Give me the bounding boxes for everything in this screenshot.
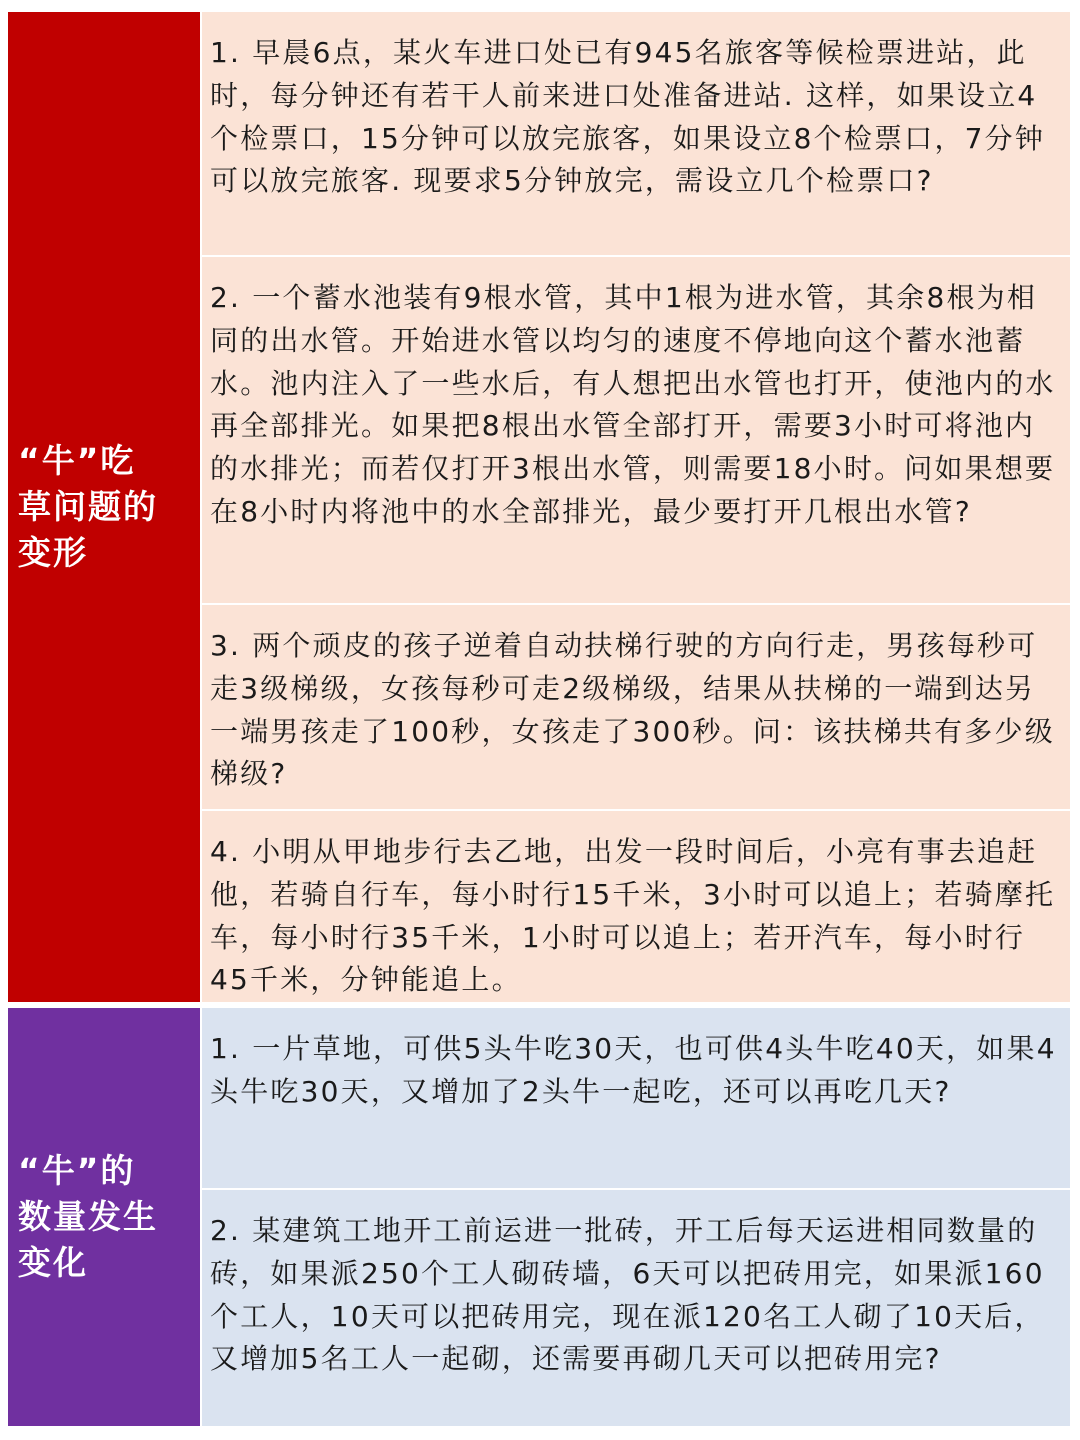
problem-cell: 1. 一片草地，可供5头牛吃30天，也可供4头牛吃40天，如果4头牛吃30天，又增加了2头牛一起吃，还可以再吃几天? <box>202 1008 1070 1188</box>
group-label-text: “牛”吃 草问题的 变形 <box>18 441 158 572</box>
group-cow-grass-variants <box>8 12 1070 1002</box>
problem-cells <box>202 1008 1070 1426</box>
problem-cell: 3. 两个顽皮的孩子逆着自动扶梯行驶的方向行走，男孩每秒可走3级梯级，女孩每秒可走2级梯级，结果从扶梯的一端到达另一端男孩走了100秒，女孩走了300秒。问：该扶梯共有多少级梯级? <box>202 605 1070 809</box>
problem-cell: 1. 早晨6点，某火车进口处已有945名旅客等候检票进站，此时，每分钟还有若干人前来进口处准备进站. 这样，如果设立4个检票口，15分钟可以放完旅客，如果设立8个检票口，7分钟可以放完旅客. 现要求5分钟放完，需设立几个检票口? <box>202 12 1070 255</box>
group-cow-count-change <box>8 1008 1070 1426</box>
group-label <box>8 1008 200 1426</box>
problem-cell: 2. 一个蓄水池装有9根水管，其中1根为进水管，其余8根为相同的出水管。开始进水管以均匀的速度不停地向这个蓄水池蓄水。池内注入了一些水后，有人想把出水管也打开，使池内的水再全部排光。如果把8根出水管全部打开，需要3小时可将池内的水排光；而若仅打开3根出水管，则需要18小时。问如果想要在8小时内将池中的水全部排光，最少要打开几根出水管? <box>202 257 1070 603</box>
problem-table <box>8 12 1070 1426</box>
group-label-text: “牛”的 数量发生 变化 <box>18 1151 158 1282</box>
problem-cell: 2. 某建筑工地开工前运进一批砖，开工后每天运进相同数量的砖，如果派250个工人砌砖墙，6天可以把砖用完，如果派160个工人，10天可以把砖用完，现在派120名工人砌了10天后，又增加5名工人一起砌，还需要再砌几天可以把砖用完? <box>202 1190 1070 1426</box>
problem-cell: 4. 小明从甲地步行去乙地，出发一段时间后，小亮有事去追赶他，若骑自行车，每小时行15千米，3小时可以追上；若骑摩托车，每小时行35千米，1小时可以追上；若开汽车，每小时行45千米，分钟能追上。 <box>202 811 1070 1002</box>
group-label <box>8 12 200 1002</box>
problem-cells <box>202 12 1070 1002</box>
